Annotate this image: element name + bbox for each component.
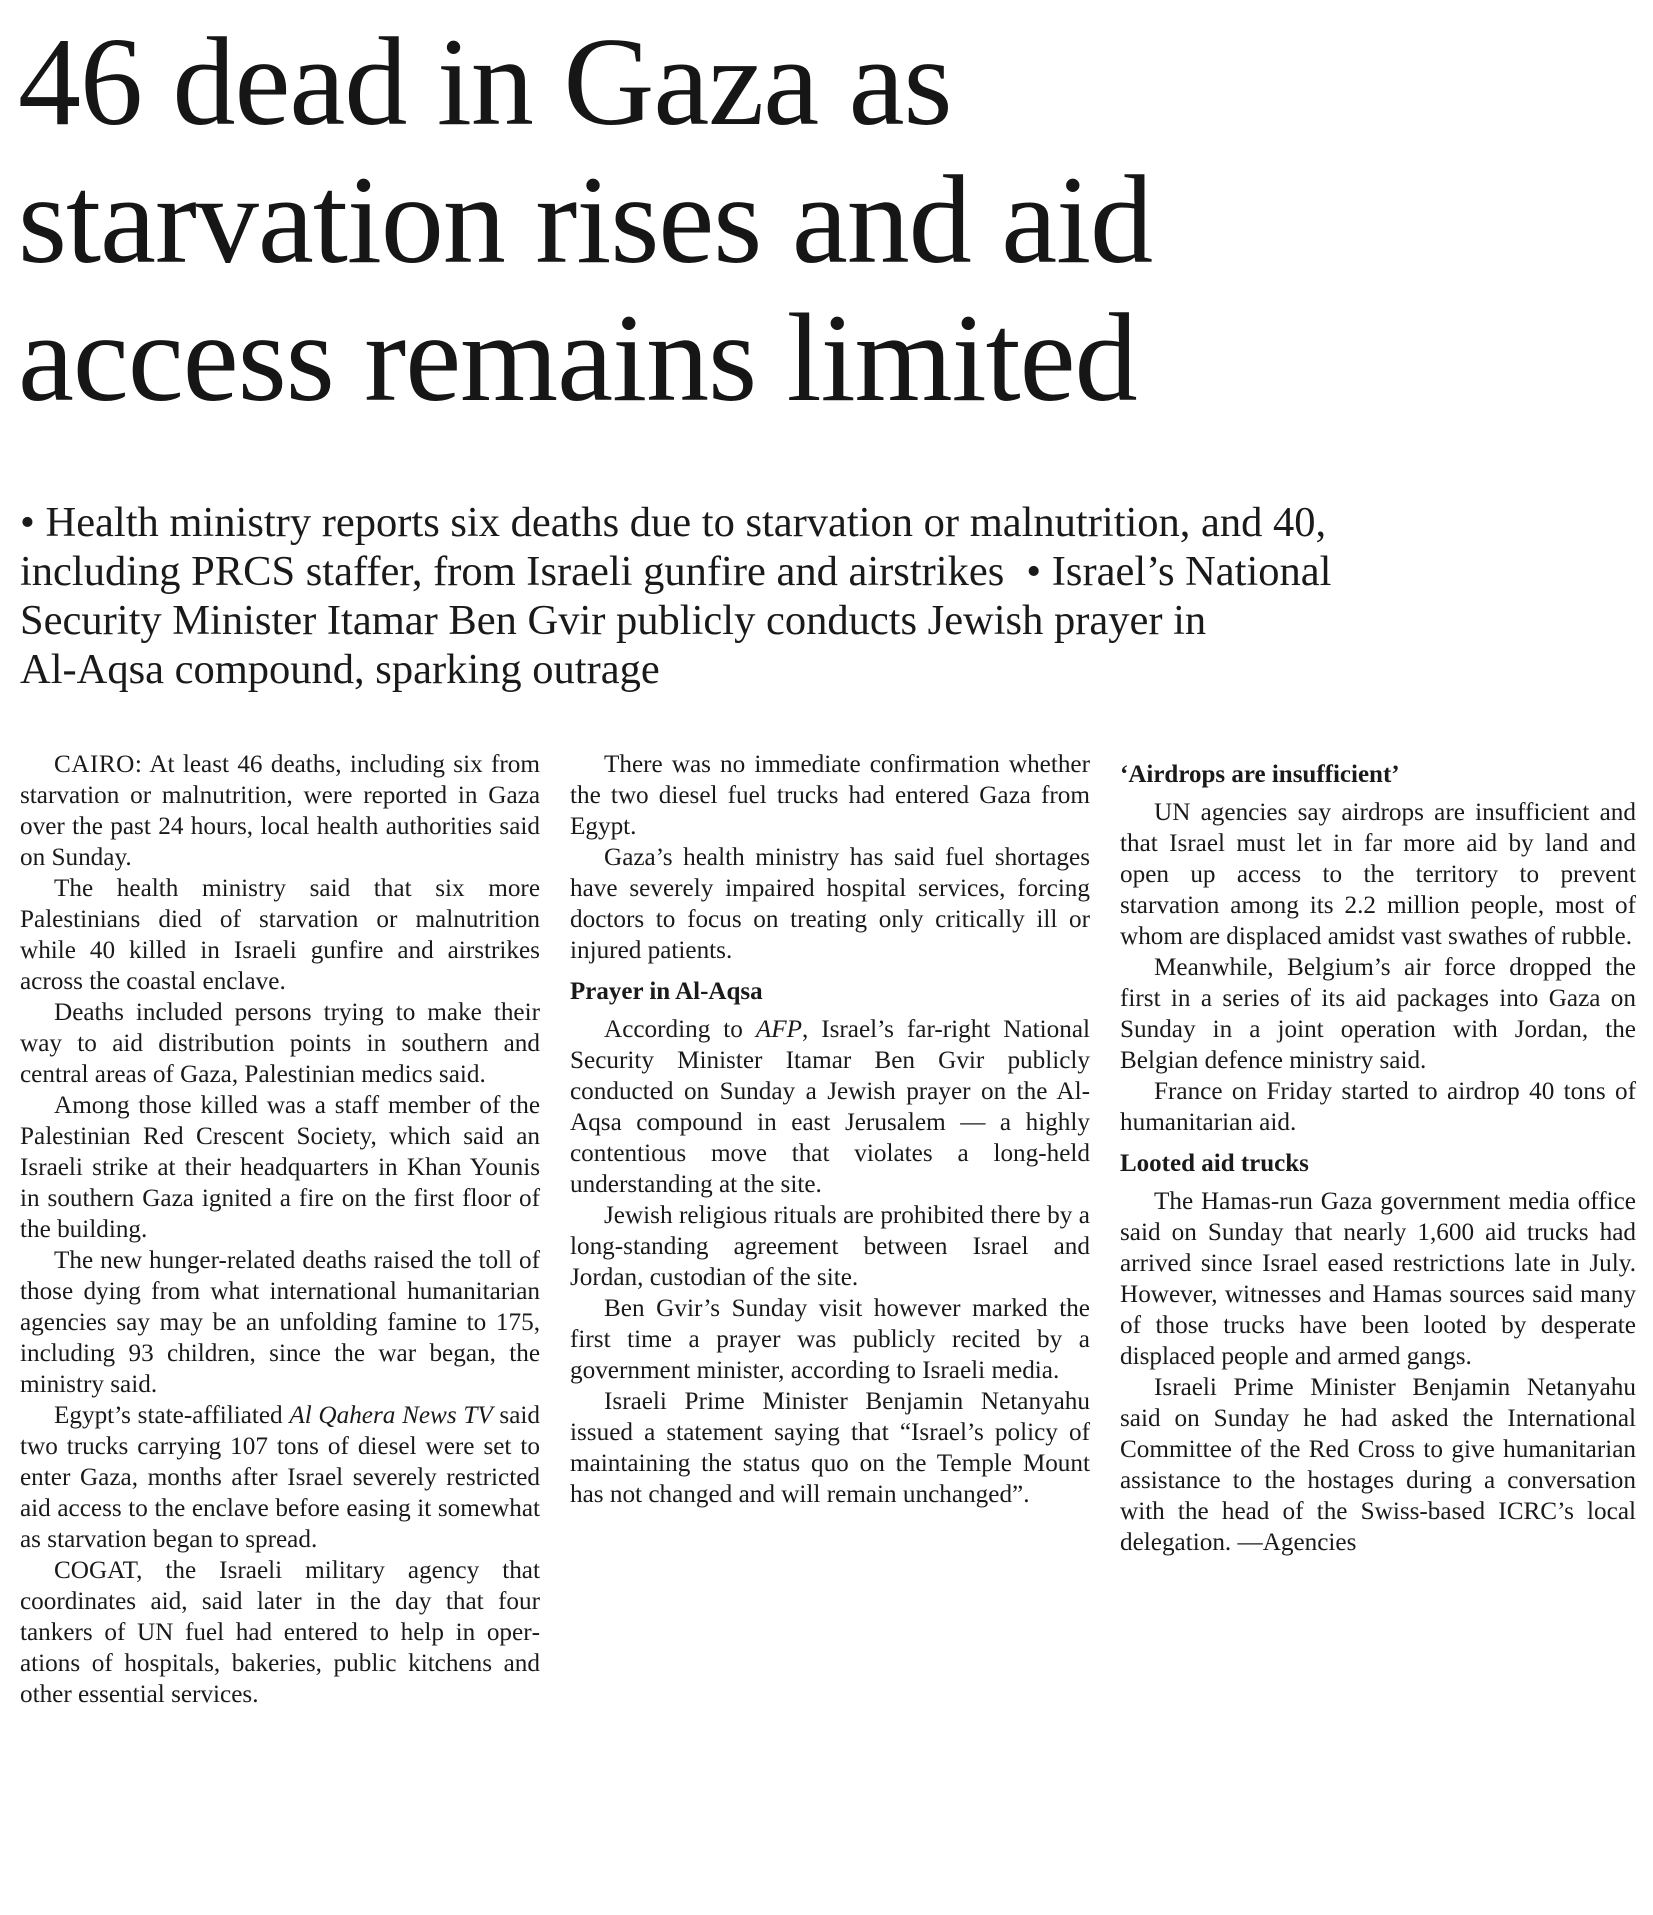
deck-line-4: Al-Aqsa compound, sparking outrage — [20, 646, 660, 693]
article-paragraph: There was no immediate confirmation whether the two diesel fuel trucks had entered Gaza from Egypt. — [570, 751, 1090, 840]
article-paragraph: COGAT, the Israeli military agency that coordinates aid, said later in the day that four tankers of UN fuel had entered to help in operations of hospitals, bakeries, public kitchens and other essential services. — [20, 1557, 540, 1708]
article-column-2 — [570, 749, 1090, 1510]
article-paragraph: Ben Gvir’s Sunday visit however marked the first time a prayer was publicly recited by a government minister, according to Israeli media. — [570, 1295, 1090, 1384]
source-italic: Al Qahera News TV — [289, 1402, 493, 1429]
article-column-1 — [20, 749, 540, 1710]
article-paragraph: Among those killed was a staff member of the Palestinian Red Crescent Society, which said an Israeli strike at their headquarters in Khan Younis in southern Gaza ignited a fire on the first floor of the building. — [20, 1092, 540, 1243]
article-paragraph: Israeli Prime Minister Benjamin Netanyahu said on Sunday he had asked the International Committee of the Red Cross to give humanitarian assistance to the hostages during a conversation with the head of the Swiss-based ICRC’s local delegation. —Agencies — [1120, 1374, 1636, 1556]
deck-line-1: • Health ministry reports six deaths due to starvation or malnutrition, and 40, — [20, 499, 1327, 546]
subheading-looted: Looted aid trucks — [1120, 1150, 1309, 1177]
article-paragraph: The health ministry said that six more Palestinians died of starvation or malnutrition while 40 killed in Israeli gunfire and airstrikes across the coastal enclave. — [20, 875, 540, 995]
headline — [18, 14, 1628, 428]
article-paragraph: The Hamas-run Gaza government media office said on Sunday that nearly 1,600 aid trucks had arrived since Israel eased restrictions late in July. However, witnesses and Hamas sources said many of those trucks have been looted by desperate displaced people and armed gangs. — [1120, 1188, 1636, 1370]
deck-summary — [20, 498, 1630, 694]
source-italic: AFP — [755, 1016, 802, 1043]
deck-line-2b: • Israel’s National — [1026, 548, 1332, 595]
dateline: CAIRO: — [54, 751, 143, 778]
article-paragraph: CAIRO: At least 46 deaths, including six from starvation or malnutrition, were reported in Gaza over the past 24 hours, local health authorities said on Sunday. — [20, 751, 540, 871]
article-paragraph: Jewish religious rituals are prohibited there by a long-standing agreement between Israel and Jordan, custodian of the site. — [570, 1202, 1090, 1291]
deck-line-2a: including PRCS staffer, from Israeli gunfire and airstrikes — [20, 548, 1005, 595]
subheading-airdrops: ‘Airdrops are insufficient’ — [1120, 761, 1400, 788]
headline-line-2: starvation rises and aid — [18, 151, 1153, 290]
article-paragraph: Gaza’s health ministry has said fuel shortages have severely impaired hospital services, forcing doctors to focus on treating only critically ill or injured patients. — [570, 844, 1090, 964]
headline-line-3: access remains limited — [18, 289, 1137, 428]
deck-line-2 — [20, 547, 1630, 596]
article-paragraph: UN agencies say airdrops are insufficient and that Israel must let in far more aid by land and open up access to the territory to prevent starvation among its 2.2 million people, most of whom are displaced amidst vast swathes of rubble. — [1120, 799, 1636, 950]
article-paragraph: Meanwhile, Belgium’s air force dropped the first in a series of its aid packages into Gaza on Sunday in a joint operation with Jordan, the Belgian defence ministry said. — [1120, 954, 1636, 1074]
headline-line-1: 46 dead in Gaza as — [18, 13, 952, 152]
article-paragraph: Deaths included persons trying to make their way to aid distribution points in southern and central areas of Gaza, Palestinian medics said. — [20, 999, 540, 1088]
deck-line-3: Security Minister Itamar Ben Gvir publicly conducts Jewish prayer in — [20, 597, 1207, 644]
article-column-3 — [1120, 749, 1636, 1558]
article-paragraph: The new hunger-related deaths raised the toll of those dying from what international humanitarian agencies say may be an unfolding famine to 175, including 93 children, since the war began, the ministry said. — [20, 1247, 540, 1398]
article-paragraph: Egypt’s state-affiliated Al Qahera News TV said two trucks carrying 107 tons of diesel were set to enter Gaza, months after Israel severely restricted aid access to the enclave before easing it somewhat as starvation began to spread. — [20, 1402, 541, 1553]
article-paragraph: Israeli Prime Minister Benjamin Netanyahu issued a statement saying that “Israel’s policy of maintaining the status quo on the Temple Mount has not changed and will remain unchanged”. — [570, 1388, 1090, 1508]
article-paragraph: According to AFP, Israel’s far-right National Security Minister Itamar Ben Gvir publicly conducted on Sunday a Jewish prayer on the Al-Aqsa compound in east Jerusalem — a highly contentious move that violates a long-held understanding at the site. — [570, 1016, 1091, 1198]
article-paragraph: France on Friday started to airdrop 40 tons of humanitarian aid. — [1120, 1078, 1636, 1136]
subheading-prayer: Prayer in Al-Aqsa — [570, 978, 763, 1005]
